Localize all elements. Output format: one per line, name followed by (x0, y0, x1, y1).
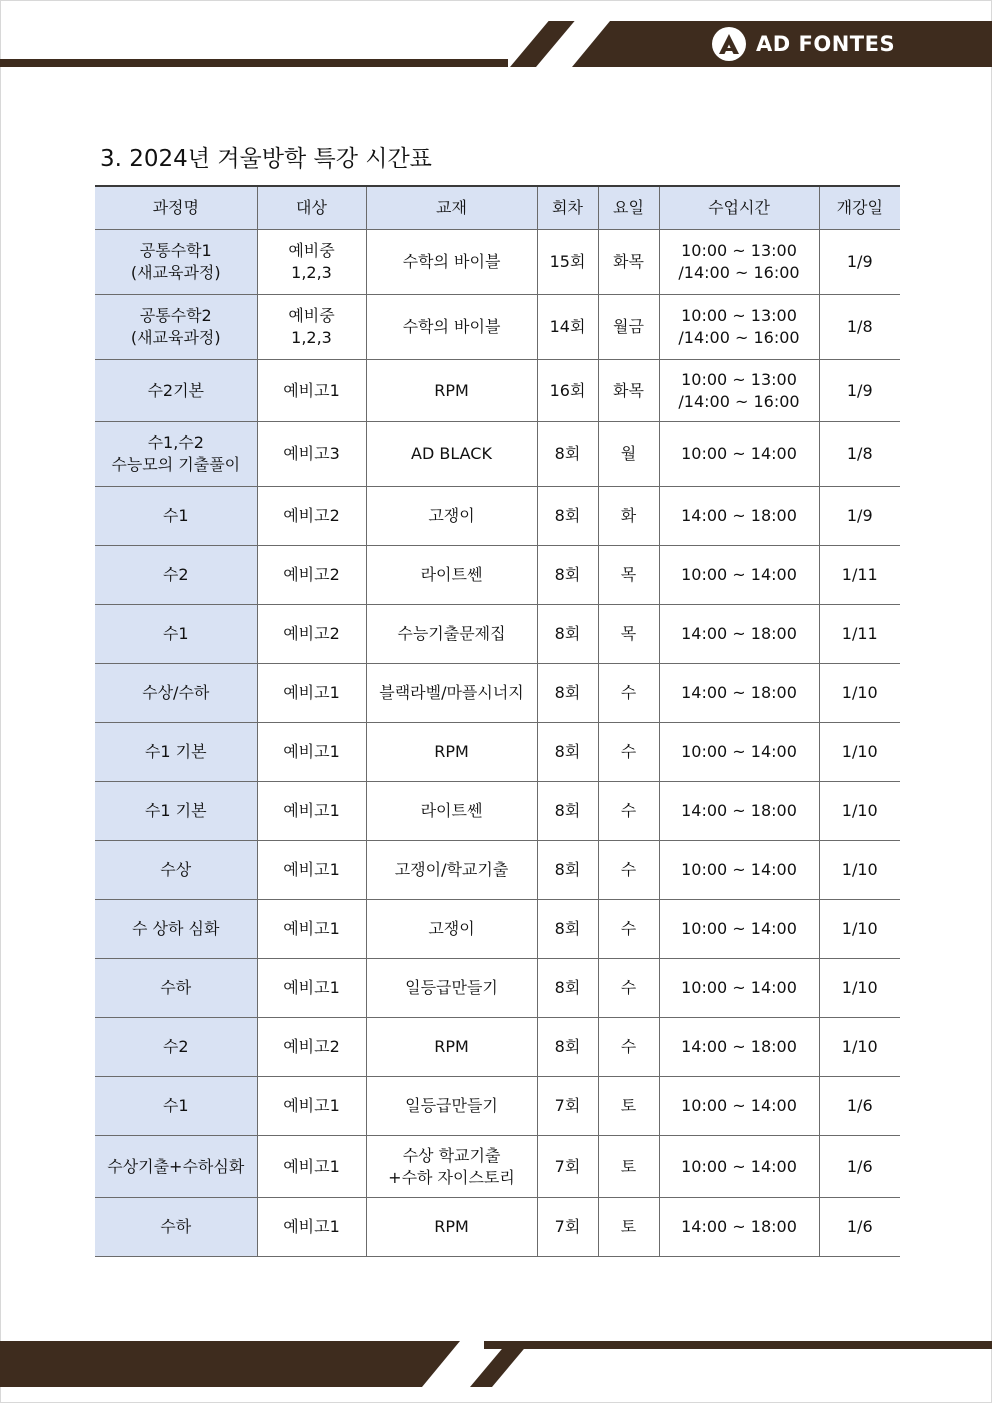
cell-time: 14:00 ~ 18:00 (659, 605, 819, 664)
cell-sessions: 15회 (537, 230, 598, 295)
cell-days: 수 (598, 723, 659, 782)
cell-days: 목 (598, 605, 659, 664)
cell-start-date: 1/11 (819, 546, 900, 605)
table-row (95, 664, 900, 723)
cell-start-date: 1/10 (819, 782, 900, 841)
header-target: 대상 (257, 186, 366, 230)
cell-course: 수1 (95, 605, 257, 664)
cell-sessions: 7회 (537, 1077, 598, 1136)
table-header-row (95, 186, 900, 230)
cell-target: 예비고1 (257, 664, 366, 723)
cell-target: 예비중 1,2,3 (257, 295, 366, 360)
cell-course: 수하 (95, 959, 257, 1018)
table-row (95, 605, 900, 664)
cell-target: 예비고1 (257, 782, 366, 841)
cell-sessions: 7회 (537, 1198, 598, 1257)
table-row (95, 959, 900, 1018)
cell-start-date: 1/10 (819, 900, 900, 959)
cell-textbook: RPM (366, 360, 537, 422)
cell-target: 예비고1 (257, 900, 366, 959)
cell-textbook: 고쟁이 (366, 487, 537, 546)
cell-target: 예비중 1,2,3 (257, 230, 366, 295)
table-row (95, 723, 900, 782)
cell-time: 10:00 ~ 14:00 (659, 1077, 819, 1136)
cell-textbook: 고쟁이/학교기출 (366, 841, 537, 900)
cell-textbook: 고쟁이 (366, 900, 537, 959)
table-row (95, 295, 900, 360)
schedule-table (95, 185, 900, 1257)
header-days: 요일 (598, 186, 659, 230)
cell-time: 10:00 ~ 14:00 (659, 422, 819, 487)
cell-textbook: 일등급만들기 (366, 959, 537, 1018)
cell-course: 수1 기본 (95, 723, 257, 782)
header-sessions: 회차 (537, 186, 598, 230)
cell-course: 수1 (95, 487, 257, 546)
cell-time: 10:00 ~ 14:00 (659, 546, 819, 605)
cell-textbook: 수학의 바이블 (366, 230, 537, 295)
cell-start-date: 1/11 (819, 605, 900, 664)
cell-sessions: 16회 (537, 360, 598, 422)
cell-textbook: AD BLACK (366, 422, 537, 487)
cell-course: 수상 (95, 841, 257, 900)
cell-sessions: 8회 (537, 605, 598, 664)
cell-start-date: 1/10 (819, 841, 900, 900)
cell-start-date: 1/10 (819, 723, 900, 782)
cell-target: 예비고1 (257, 841, 366, 900)
cell-course: 수2 (95, 546, 257, 605)
cell-days: 화목 (598, 230, 659, 295)
cell-start-date: 1/9 (819, 360, 900, 422)
cell-time: 14:00 ~ 18:00 (659, 1018, 819, 1077)
cell-start-date: 1/9 (819, 230, 900, 295)
cell-days: 수 (598, 664, 659, 723)
cell-textbook: RPM (366, 723, 537, 782)
page-title: 3. 2024년 겨울방학 특강 시간표 (100, 146, 432, 172)
cell-days: 수 (598, 959, 659, 1018)
cell-days: 월 (598, 422, 659, 487)
table-row (95, 360, 900, 422)
table-row (95, 422, 900, 487)
cell-sessions: 8회 (537, 900, 598, 959)
logo-icon (712, 27, 746, 61)
cell-sessions: 8회 (537, 664, 598, 723)
table-row (95, 1018, 900, 1077)
cell-days: 수 (598, 782, 659, 841)
cell-time: 10:00 ~ 13:00 /14:00 ~ 16:00 (659, 360, 819, 422)
cell-textbook: 수학의 바이블 (366, 295, 537, 360)
footer-bar-line (484, 1341, 992, 1349)
cell-time: 14:00 ~ 18:00 (659, 487, 819, 546)
cell-days: 수 (598, 841, 659, 900)
brand-logo (712, 27, 895, 61)
cell-course: 수2기본 (95, 360, 257, 422)
cell-course: 수1 기본 (95, 782, 257, 841)
cell-target: 예비고2 (257, 546, 366, 605)
cell-target: 예비고1 (257, 959, 366, 1018)
cell-textbook: 수상 학교기출 +수하 자이스토리 (366, 1136, 537, 1198)
cell-days: 월금 (598, 295, 659, 360)
cell-course: 수상기출+수하심화 (95, 1136, 257, 1198)
table-row (95, 1198, 900, 1257)
cell-textbook: 라이트쎈 (366, 782, 537, 841)
cell-target: 예비고1 (257, 723, 366, 782)
cell-days: 수 (598, 1018, 659, 1077)
cell-target: 예비고3 (257, 422, 366, 487)
table-body (95, 230, 900, 1257)
table-row (95, 782, 900, 841)
cell-textbook: 라이트쎈 (366, 546, 537, 605)
cell-course: 공통수학1 (새교육과정) (95, 230, 257, 295)
cell-time: 14:00 ~ 18:00 (659, 782, 819, 841)
cell-days: 토 (598, 1077, 659, 1136)
cell-textbook: 일등급만들기 (366, 1077, 537, 1136)
cell-days: 목 (598, 546, 659, 605)
cell-days: 토 (598, 1136, 659, 1198)
cell-target: 예비고2 (257, 605, 366, 664)
header-course: 과정명 (95, 186, 257, 230)
cell-target: 예비고1 (257, 1077, 366, 1136)
cell-start-date: 1/10 (819, 959, 900, 1018)
cell-start-date: 1/10 (819, 664, 900, 723)
cell-time: 10:00 ~ 14:00 (659, 841, 819, 900)
cell-sessions: 8회 (537, 841, 598, 900)
cell-target: 예비고1 (257, 1198, 366, 1257)
cell-target: 예비고2 (257, 487, 366, 546)
cell-course: 수2 (95, 1018, 257, 1077)
cell-target: 예비고1 (257, 1136, 366, 1198)
cell-time: 10:00 ~ 14:00 (659, 1136, 819, 1198)
cell-start-date: 1/6 (819, 1077, 900, 1136)
cell-textbook: 블랙라벨/마플시너지 (366, 664, 537, 723)
cell-time: 10:00 ~ 14:00 (659, 900, 819, 959)
table-row (95, 841, 900, 900)
footer-band (0, 1341, 460, 1387)
cell-course: 수1,수2 수능모의 기출풀이 (95, 422, 257, 487)
brand-name: AD FONTES (756, 32, 896, 56)
table-row (95, 1136, 900, 1198)
cell-target: 예비고2 (257, 1018, 366, 1077)
cell-start-date: 1/9 (819, 487, 900, 546)
cell-days: 화목 (598, 360, 659, 422)
cell-course: 수상/수하 (95, 664, 257, 723)
cell-time: 10:00 ~ 14:00 (659, 959, 819, 1018)
table-row (95, 487, 900, 546)
cell-start-date: 1/10 (819, 1018, 900, 1077)
table-row (95, 900, 900, 959)
cell-sessions: 8회 (537, 782, 598, 841)
cell-textbook: RPM (366, 1018, 537, 1077)
cell-time: 10:00 ~ 13:00 /14:00 ~ 16:00 (659, 230, 819, 295)
cell-textbook: RPM (366, 1198, 537, 1257)
cell-sessions: 8회 (537, 1018, 598, 1077)
cell-start-date: 1/6 (819, 1198, 900, 1257)
header-bar-line (0, 59, 508, 67)
header-start-date: 개강일 (819, 186, 900, 230)
cell-time: 14:00 ~ 18:00 (659, 1198, 819, 1257)
table-row (95, 230, 900, 295)
cell-time: 10:00 ~ 13:00 /14:00 ~ 16:00 (659, 295, 819, 360)
header-time: 수업시간 (659, 186, 819, 230)
cell-start-date: 1/8 (819, 422, 900, 487)
cell-time: 14:00 ~ 18:00 (659, 664, 819, 723)
cell-sessions: 8회 (537, 546, 598, 605)
cell-textbook: 수능기출문제집 (366, 605, 537, 664)
cell-course: 수하 (95, 1198, 257, 1257)
cell-days: 토 (598, 1198, 659, 1257)
cell-start-date: 1/8 (819, 295, 900, 360)
cell-sessions: 14회 (537, 295, 598, 360)
cell-days: 화 (598, 487, 659, 546)
table-row (95, 546, 900, 605)
cell-sessions: 8회 (537, 959, 598, 1018)
cell-start-date: 1/6 (819, 1136, 900, 1198)
cell-course: 공통수학2 (새교육과정) (95, 295, 257, 360)
cell-days: 수 (598, 900, 659, 959)
cell-course: 수1 (95, 1077, 257, 1136)
table-row (95, 1077, 900, 1136)
cell-sessions: 8회 (537, 723, 598, 782)
cell-time: 10:00 ~ 14:00 (659, 723, 819, 782)
cell-sessions: 8회 (537, 487, 598, 546)
header-textbook: 교재 (366, 186, 537, 230)
cell-course: 수 상하 심화 (95, 900, 257, 959)
cell-sessions: 8회 (537, 422, 598, 487)
cell-sessions: 7회 (537, 1136, 598, 1198)
cell-target: 예비고1 (257, 360, 366, 422)
